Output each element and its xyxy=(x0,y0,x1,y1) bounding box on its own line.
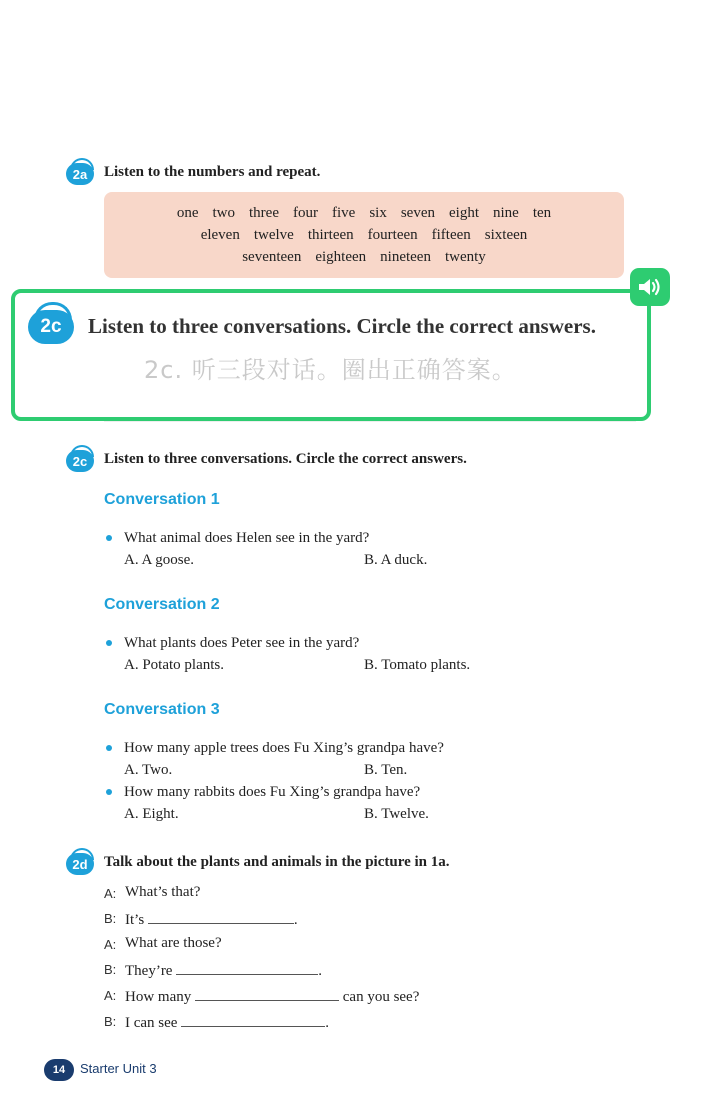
option-b[interactable]: B. Ten. xyxy=(364,762,408,778)
section-2d-badge: 2d xyxy=(66,853,94,875)
bullet-icon xyxy=(106,535,112,541)
number-word: twelve xyxy=(253,227,294,243)
speaker-label: A: xyxy=(104,937,117,952)
conversation-2-heading: Conversation 2 xyxy=(104,596,220,613)
dialogue-text: can you see? xyxy=(342,989,420,1005)
conversation-1-heading: Conversation 1 xyxy=(104,491,220,508)
number-word: seventeen xyxy=(242,249,302,265)
dialogue-text: What are those? xyxy=(125,935,222,951)
dialogue-line xyxy=(125,960,322,980)
answer-blank[interactable] xyxy=(181,1012,325,1027)
section-2a-badge: 2a xyxy=(66,163,94,185)
question: How many rabbits does Fu Xing’s grandpa have? xyxy=(124,784,421,800)
answer-blank[interactable] xyxy=(176,960,318,975)
option-a[interactable]: A. Two. xyxy=(124,762,173,778)
number-word: four xyxy=(293,205,318,221)
question: How many apple trees does Fu Xing’s grandpa have? xyxy=(124,740,444,756)
dialogue-text: . xyxy=(293,912,298,928)
option-a[interactable]: A. Potato plants. xyxy=(124,657,224,673)
bullet-icon xyxy=(106,640,112,646)
dialogue-text: What’s that? xyxy=(125,884,201,900)
dialogue-line xyxy=(125,1012,329,1032)
number-word: eleven xyxy=(200,227,240,243)
bullet-icon xyxy=(106,745,112,751)
speaker-label: B: xyxy=(104,1014,117,1029)
number-word: nineteen xyxy=(380,249,431,265)
unit-label: Starter Unit 3 xyxy=(80,1061,157,1076)
overlay-2c-badge: 2c xyxy=(28,310,74,344)
answer-blank[interactable] xyxy=(195,986,339,1001)
dialogue-text: They’re xyxy=(125,963,173,979)
dialogue-line xyxy=(125,909,298,929)
bullet-icon xyxy=(106,789,112,795)
speaker-label: A: xyxy=(104,886,117,901)
number-word: fifteen xyxy=(431,227,471,243)
option-a[interactable]: A. A goose. xyxy=(124,552,195,568)
speaker-label: B: xyxy=(104,911,117,926)
option-a[interactable]: A. Eight. xyxy=(124,806,179,822)
option-b[interactable]: B. Twelve. xyxy=(364,806,429,822)
number-word: thirteen xyxy=(307,227,354,243)
speaker-label: A: xyxy=(104,988,117,1003)
numbers-box xyxy=(104,192,624,278)
option-b[interactable]: B. Tomato plants. xyxy=(364,657,471,673)
number-word: five xyxy=(332,205,356,221)
number-word: twenty xyxy=(444,249,486,265)
speaker-label: B: xyxy=(104,962,117,977)
dialogue-line xyxy=(125,986,419,1006)
section-2d-title: Talk about the plants and animals in the picture in 1a. xyxy=(104,854,450,870)
question: What plants does Peter see in the yard? xyxy=(124,635,360,651)
overlay-title: Listen to three conversations. Circle the correct answers. xyxy=(88,314,596,338)
number-word: two xyxy=(212,205,236,221)
page-number-badge: 14 xyxy=(44,1059,74,1081)
speaker-icon xyxy=(637,276,663,298)
number-word: three xyxy=(249,205,279,221)
question: What animal does Helen see in the yard? xyxy=(124,530,370,546)
answer-blank[interactable] xyxy=(148,909,294,924)
dialogue-line xyxy=(125,935,222,952)
number-word: sixteen xyxy=(484,227,528,243)
dialogue-line xyxy=(125,884,200,901)
dialogue-text: . xyxy=(325,1015,329,1031)
conversation-3-heading: Conversation 3 xyxy=(104,701,220,718)
number-word: ten xyxy=(532,205,552,221)
number-word: eighteen xyxy=(315,249,367,265)
section-2c-title: Listen to three conversations. Circle the correct answers. xyxy=(104,451,467,467)
play-audio-button[interactable] xyxy=(630,268,670,306)
number-word: seven xyxy=(400,205,435,221)
numbers-row-1 xyxy=(104,205,624,222)
number-word: eight xyxy=(449,205,479,221)
overlay-subtitle: 2c. 听三段对话。圈出正确答案。 xyxy=(144,356,517,384)
dialogue-text: I can see xyxy=(125,1015,178,1031)
number-word: six xyxy=(369,205,387,221)
number-word: fourteen xyxy=(367,227,418,243)
number-word: one xyxy=(176,205,199,221)
dialogue-text: How many xyxy=(125,989,192,1005)
section-2a-title: Listen to the numbers and repeat. xyxy=(104,164,321,180)
section-2c-badge: 2c xyxy=(66,450,94,472)
dialogue-text: It’s xyxy=(125,912,145,928)
option-b[interactable]: B. A duck. xyxy=(364,552,428,568)
number-word: nine xyxy=(493,205,519,221)
numbers-row-3 xyxy=(104,249,624,266)
dialogue-text: . xyxy=(318,963,322,979)
numbers-row-2 xyxy=(104,227,624,244)
